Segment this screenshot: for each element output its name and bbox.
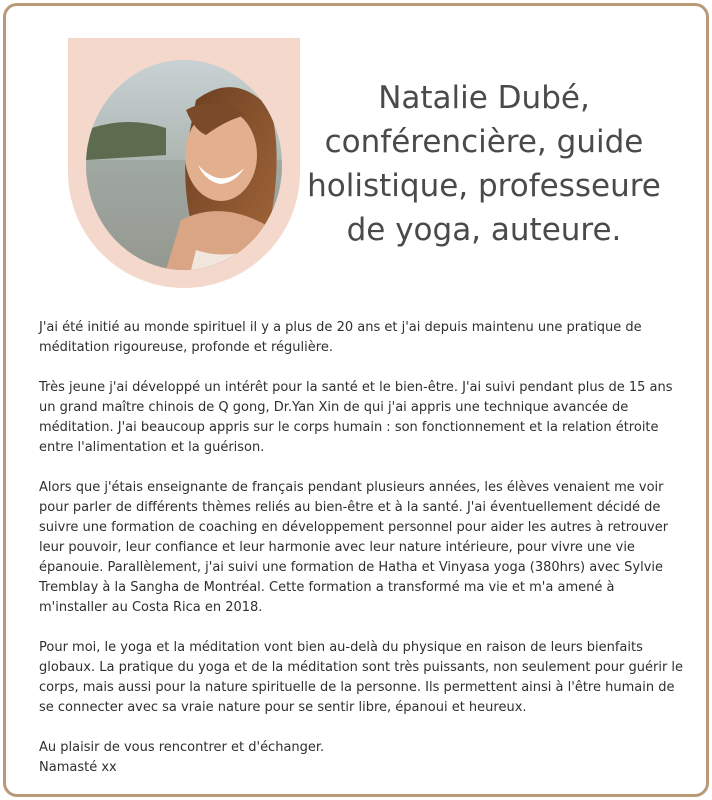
bio-paragraph: Très jeune j'ai développé un intérêt pour la santé et le bien-être. J'ai suivi pendant plus de 15 ans un grand maître chinois de Q gong, Dr.Yan Xin de qui j'ai appris une technique avancée de méditation. J'ai beaucoup appris sur le corps humain : son fonctionnement et la relation étroite entre l'alimentation et la guérison. bbox=[39, 380, 673, 455]
closing-line: Au plaisir de vous rencontrer et d'échanger. bbox=[39, 740, 325, 755]
portrait-photo bbox=[86, 60, 282, 270]
bio-paragraph: J'ai été initié au monde spirituel il y a plus de 20 ans et j'ai depuis maintenu une pratique de méditation rigoureuse, profonde et régulière. bbox=[39, 320, 642, 355]
title-line: de yoga, auteure. bbox=[346, 212, 622, 248]
bio-paragraph: Pour moi, le yoga et la méditation vont bien au-delà du physique en raison de leurs bienfaits globaux. La pratique du yoga et de la méditation sont très puissants, non seulement pour guérir le corps, mais aussi pour la nature spirituelle de la personne. Ils permettent ainsi à l'être humain de se connecter avec sa vraie nature pour se sentir libre, épanoui et heureux. bbox=[39, 640, 684, 715]
title-line: holistique, professeure bbox=[307, 168, 661, 204]
portrait-backdrop bbox=[68, 38, 300, 288]
content-card bbox=[3, 3, 709, 797]
bio-text bbox=[39, 318, 684, 778]
page-title bbox=[286, 76, 682, 252]
signature-line: Namasté xx bbox=[39, 760, 117, 775]
title-line: conférencière, guide bbox=[324, 124, 644, 160]
title-line: Natalie Dubé, bbox=[378, 80, 590, 116]
bio-paragraph: Alors que j'étais enseignante de français pendant plusieurs années, les élèves venaient me voir pour parler de différents thèmes reliés au bien-être et à la santé. J'ai éventuellement décidé de suivre une formation de coaching en développement personnel pour aider les autres à retrouver leur pouvoir, leur confiance et leur harmonie avec leur nature intérieure, pour vivre une vie épanouie. Parallèlement, j'ai suivi une formation de Hatha et Vinyasa yoga (380hrs) avec Sylvie Tremblay à la Sangha de Montréal. Cette formation a transformé ma vie et m'a amené à m'installer au Costa Rica en 2018. bbox=[39, 480, 669, 615]
